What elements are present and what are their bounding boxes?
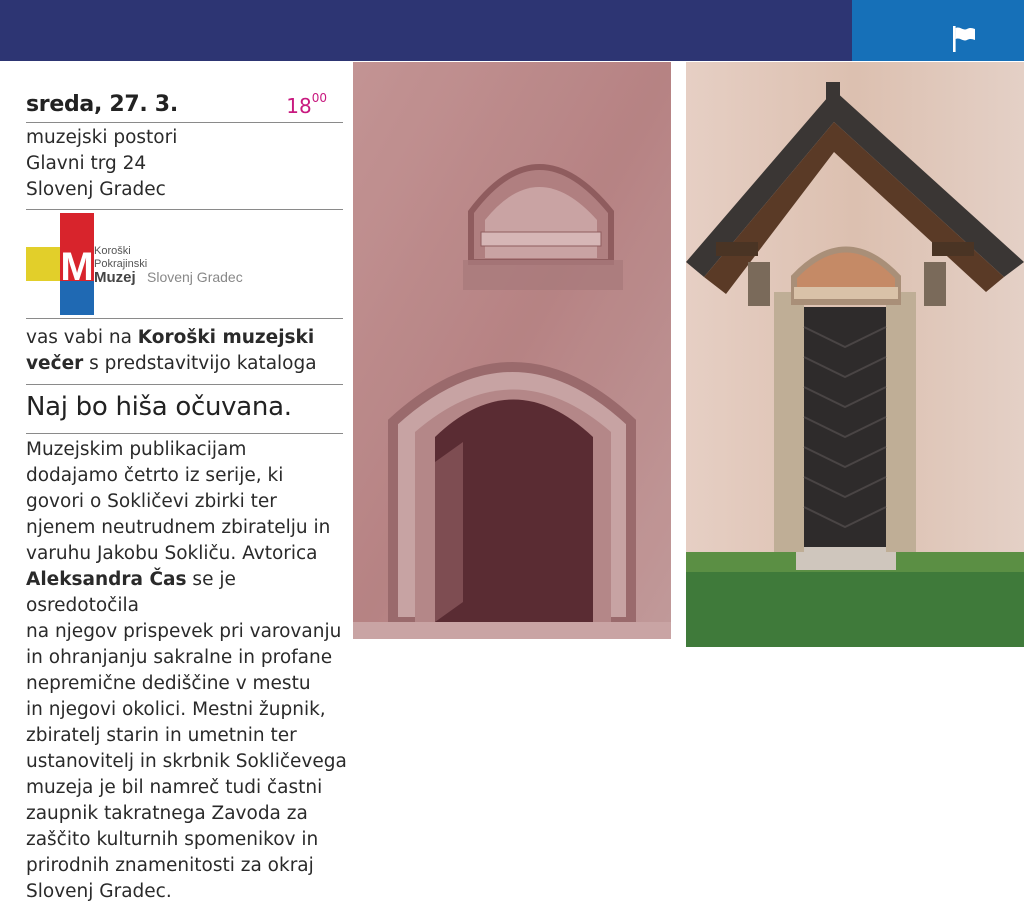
author-name: Aleksandra Čas bbox=[26, 569, 187, 590]
invite-text bbox=[26, 325, 346, 377]
body-line-rest: se je osredotočila bbox=[26, 569, 236, 616]
logo-line3-bold: Muzej bbox=[94, 269, 136, 286]
body-line: prirodnih znamenitosti za okraj bbox=[26, 855, 314, 876]
event-date: sreda, 27. 3. bbox=[26, 92, 178, 117]
invite-part2: s predstavitvijo kataloga bbox=[83, 353, 317, 374]
body-line: varuhu Jakobu Sokliču. Avtorica bbox=[26, 543, 318, 564]
venue-address: Glavni trg 24 bbox=[26, 153, 147, 174]
body-line: muzeja je bil namreč tudi častni bbox=[26, 777, 323, 798]
logo-line1: Koroški bbox=[94, 245, 131, 257]
event-time bbox=[286, 91, 327, 118]
top-banner bbox=[0, 0, 852, 61]
venue-line: muzejski postori bbox=[26, 127, 178, 148]
logo-letter: M bbox=[60, 245, 94, 289]
body-line: dodajamo četrto iz serije, ki bbox=[26, 465, 284, 486]
invite-bold2: večer bbox=[26, 353, 84, 374]
divider bbox=[26, 209, 343, 210]
body-line: zbiratelj starin in umetnin ter bbox=[26, 725, 297, 746]
historic-portal-photo bbox=[353, 62, 671, 639]
body-line: zaščito kulturnih spomenikov in bbox=[26, 829, 319, 850]
divider bbox=[26, 433, 343, 434]
catalog-title: Naj bo hiša očuvana. bbox=[26, 392, 292, 422]
venue-city: Slovenj Gradec bbox=[26, 179, 166, 200]
flag-box bbox=[852, 0, 1024, 61]
body-line: in njegovi okolici. Mestni župnik, bbox=[26, 699, 326, 720]
invite-part1: vas vabi na bbox=[26, 327, 138, 348]
divider bbox=[26, 318, 343, 319]
flag-icon[interactable] bbox=[952, 26, 976, 52]
divider bbox=[26, 384, 343, 385]
museum-logo bbox=[26, 213, 266, 315]
body-line bbox=[26, 567, 351, 619]
body-line: ustanovitelj in skrbnik Sokličevega bbox=[26, 751, 347, 772]
description-text bbox=[26, 437, 351, 905]
event-time-hour: 18 bbox=[286, 94, 312, 118]
body-line: Muzejskim publikacijam bbox=[26, 439, 247, 460]
body-line: njenem neutrudnem zbiratelju in bbox=[26, 517, 331, 538]
logo-line2: Pokrajinski bbox=[94, 258, 148, 270]
body-line: zaupnik takratnega Zavoda za bbox=[26, 803, 308, 824]
invite-bold1: Koroški muzejski bbox=[137, 327, 315, 348]
body-line: govori o Sokličevi zbirki ter bbox=[26, 491, 277, 512]
body-line: nepremične dediščine v mestu bbox=[26, 673, 311, 694]
date-row bbox=[26, 92, 343, 123]
church-portal-photo bbox=[686, 62, 1024, 647]
logo-line3-rest: Slovenj Gradec bbox=[147, 269, 243, 285]
event-time-minutes: 00 bbox=[311, 91, 327, 106]
body-line: Slovenj Gradec. bbox=[26, 881, 172, 902]
body-line: na njegov prispevek pri varovanju bbox=[26, 621, 342, 642]
venue-block bbox=[26, 125, 177, 203]
body-line: in ohranjanju sakralne in profane bbox=[26, 647, 333, 668]
